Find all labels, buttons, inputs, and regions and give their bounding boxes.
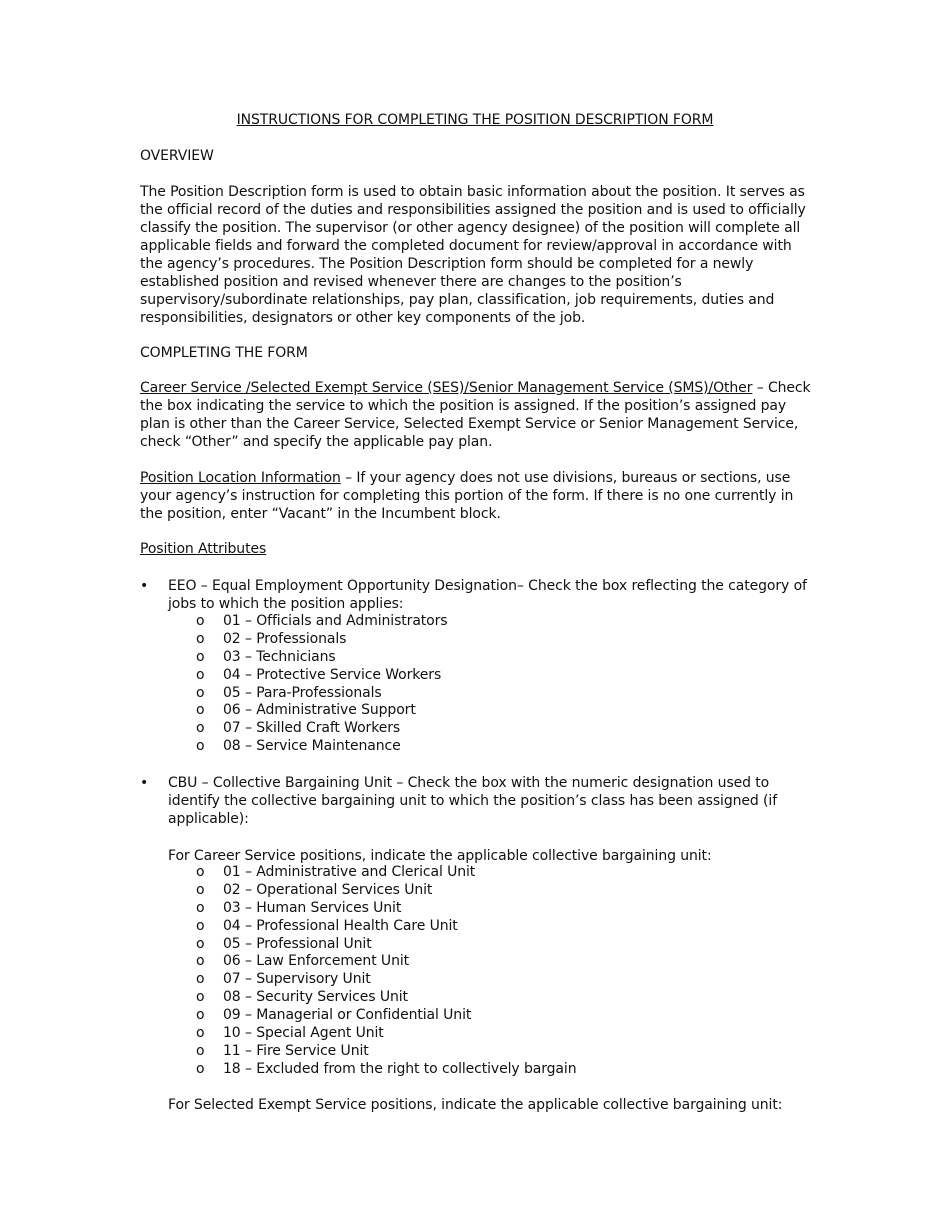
eeo-category-item-label: 08 – Service Maintenance	[223, 738, 401, 755]
eeo-bullet-item	[140, 577, 812, 613]
cbu-unit-item	[196, 1024, 796, 1042]
sub-bullet-marker: o	[196, 935, 205, 952]
overview-heading: OVERVIEW	[140, 148, 214, 164]
eeo-text: EEO – Equal Employment Opportunity Designation– Check the box reflecting the category of jobs to which the position applies:	[168, 578, 807, 612]
eeo-category-item	[196, 701, 796, 719]
cbu-unit-item	[196, 952, 796, 970]
cbu-unit-item	[196, 988, 796, 1006]
eeo-category-item-label: 05 – Para-Professionals	[223, 684, 382, 701]
career-service-paragraph	[140, 379, 812, 451]
page-title: INSTRUCTIONS FOR COMPLETING THE POSITION DESCRIPTION FORM	[236, 112, 714, 128]
eeo-category-item-label: 02 – Professionals	[223, 630, 347, 647]
sub-bullet-marker: o	[196, 648, 205, 665]
cbu-unit-item-label: 02 – Operational Services Unit	[223, 881, 433, 898]
position-location-paragraph	[140, 469, 812, 523]
cbu-unit-item	[196, 970, 796, 988]
sub-bullet-marker: o	[196, 684, 205, 701]
sub-bullet-marker: o	[196, 864, 205, 880]
eeo-category-item	[196, 648, 796, 666]
cbu-unit-item-label: 07 – Supervisory Unit	[223, 971, 371, 988]
eeo-category-item-label: 07 – Skilled Craft Workers	[223, 720, 401, 737]
cbu-unit-item-label: 11 – Fire Service Unit	[223, 1042, 369, 1059]
bullet-marker: •	[140, 578, 149, 594]
cbu-unit-item	[196, 881, 796, 899]
sub-bullet-marker: o	[196, 720, 205, 737]
cbu-unit-item	[196, 863, 796, 881]
completing-heading: COMPLETING THE FORM	[140, 345, 308, 361]
eeo-category-item	[196, 719, 796, 737]
sub-bullet-marker: o	[196, 881, 205, 898]
sub-bullet-marker: o	[196, 1007, 205, 1024]
cbu-text: CBU – Collective Bargaining Unit – Check the box with the numeric designation used to identify the collective bargaining unit to which the position’s class has been assigned (if applicable):	[168, 775, 778, 827]
eeo-category-list	[196, 612, 796, 755]
cbu-bullet-item	[140, 774, 812, 828]
career-service-label: Career Service /Selected Exempt Service (SES)/Senior Management Service (SMS)/Other	[140, 380, 753, 396]
cbu-unit-item	[196, 1042, 796, 1060]
sub-bullet-marker: o	[196, 1025, 205, 1042]
eeo-category-item	[196, 612, 796, 630]
cbu-unit-item-label: 03 – Human Services Unit	[223, 899, 402, 916]
overview-paragraph: The Position Description form is used to obtain basic information about the position. It serves as the official record of the duties and responsibilities assigned the position and is used to officially classify the position. The supervisor (or other agency designee) of the position will complete all applicable fields and forward the completed document for review/approval in accordance with the agency’s procedures. The Position Description form should be completed for a newly established position and revised whenever there are changes to the position’s supervisory/subordinate relationships, pay plan, classification, job requirements, duties and responsibilities, designators or other key components of the job.	[140, 184, 806, 326]
cbu-unit-item-label: 05 – Professional Unit	[223, 935, 372, 952]
sub-bullet-marker: o	[196, 630, 205, 647]
career-cbu-intro: For Career Service positions, indicate the applicable collective bargaining unit:	[168, 848, 712, 864]
cbu-unit-item	[196, 917, 796, 935]
cbu-unit-item-label: 06 – Law Enforcement Unit	[223, 953, 410, 970]
cbu-unit-item-label: 09 – Managerial or Confidential Unit	[223, 1007, 472, 1024]
eeo-category-item	[196, 737, 796, 755]
bullet-marker: •	[140, 775, 149, 791]
position-attributes-label: Position Attributes	[140, 541, 267, 557]
position-location-label: Position Location Information	[140, 470, 341, 486]
eeo-category-item-label: 01 – Officials and Administrators	[223, 613, 448, 629]
sub-bullet-marker: o	[196, 702, 205, 719]
sub-bullet-marker: o	[196, 613, 205, 629]
sub-bullet-marker: o	[196, 971, 205, 988]
cbu-unit-item-label: 01 – Administrative and Clerical Unit	[223, 864, 476, 880]
sub-bullet-marker: o	[196, 989, 205, 1006]
cbu-unit-item-label: 04 – Professional Health Care Unit	[223, 917, 458, 934]
eeo-category-item-label: 06 – Administrative Support	[223, 702, 416, 719]
cbu-unit-list	[196, 863, 796, 1078]
cbu-unit-item	[196, 935, 796, 953]
eeo-category-item-label: 04 – Protective Service Workers	[223, 666, 442, 683]
sub-bullet-marker: o	[196, 917, 205, 934]
eeo-category-item-label: 03 – Technicians	[223, 648, 336, 665]
eeo-category-item	[196, 630, 796, 648]
cbu-unit-item-label: 18 – Excluded from the right to collectively bargain	[223, 1060, 577, 1077]
sub-bullet-marker: o	[196, 1060, 205, 1077]
cbu-unit-item	[196, 1060, 796, 1078]
cbu-unit-item-label: 10 – Special Agent Unit	[223, 1025, 384, 1042]
sub-bullet-marker: o	[196, 738, 205, 755]
sub-bullet-marker: o	[196, 666, 205, 683]
eeo-category-item	[196, 684, 796, 702]
sub-bullet-marker: o	[196, 1042, 205, 1059]
cbu-unit-item	[196, 1006, 796, 1024]
career-service-text: – Check the box indicating the service to which the position is assigned. If the position’s assigned pay plan is other than the Career Service, Selected Exempt Service or Senior Management Service, check “Other” and specify the applicable pay plan.	[140, 380, 811, 450]
cbu-unit-item	[196, 899, 796, 917]
position-location-text: – If your agency does not use divisions, bureaus or sections, use your agency’s instruction for completing this portion of the form. If there is no one currently in the position, enter “Vacant” in the Incumbent block.	[140, 470, 794, 522]
sub-bullet-marker: o	[196, 953, 205, 970]
eeo-category-item	[196, 666, 796, 684]
ses-cbu-intro: For Selected Exempt Service positions, indicate the applicable collective bargaining unit:	[168, 1097, 783, 1113]
sub-bullet-marker: o	[196, 899, 205, 916]
cbu-unit-item-label: 08 – Security Services Unit	[223, 989, 408, 1006]
